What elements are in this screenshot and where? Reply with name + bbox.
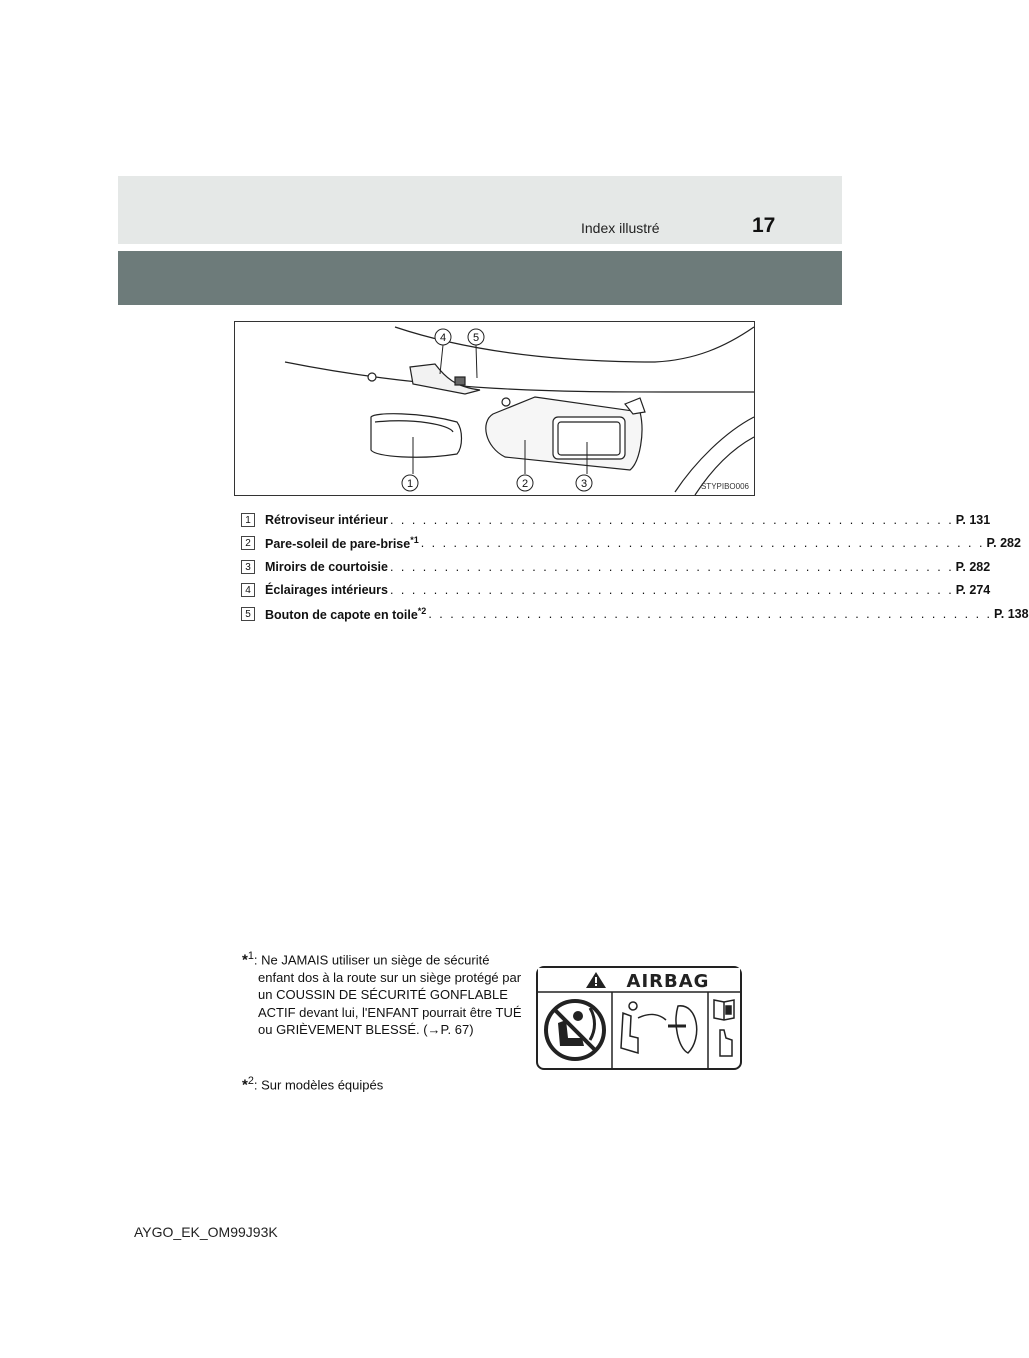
- interior-illustration: [234, 321, 755, 496]
- page-reference: P. 274: [955, 583, 991, 598]
- page-reference: P. 282: [986, 536, 1021, 551]
- footnote-marker: *2: [417, 605, 427, 616]
- legend-item: [241, 579, 991, 603]
- callout-5: 5: [472, 332, 480, 344]
- callout-2: 2: [521, 478, 529, 490]
- legend-label: Pare-soleil de pare-brise$^{*1}$: [265, 535, 419, 552]
- airbag-deploy-icon: [621, 1002, 697, 1053]
- callout-3: 3: [580, 478, 588, 490]
- footnote-1: [242, 948, 532, 1039]
- leader-dots: . . . . . . . . . . . . . . . . . . . . . . . . . . . . . . . . . . . . . . . . . . . . . . . . . . . .: [389, 512, 954, 527]
- footnote-marker: *1: [410, 535, 419, 546]
- legend-item: [241, 508, 991, 532]
- legend-list: [241, 508, 1029, 626]
- manual-reference-icon: [714, 1000, 734, 1056]
- page-number: 17: [752, 214, 776, 237]
- airbag-warning-label: [536, 966, 742, 1070]
- leader-dots: . . . . . . . . . . . . . . . . . . . . . . . . . . . . . . . . . . . . . . . . . . . . . . . . . . . .: [389, 583, 954, 598]
- legend-item: [241, 602, 1029, 626]
- page-reference: P. 282: [955, 559, 991, 574]
- leader-dots: . . . . . . . . . . . . . . . . . . . . . . . . . . . . . . . . . . . . . . . . . . . . . . . . . . . .: [420, 536, 985, 551]
- legend-label: Bouton de capote en toile$^{*2}$: [265, 605, 427, 622]
- no-rear-facing-seat-icon: [546, 1001, 604, 1059]
- legend-number: 1: [241, 513, 255, 527]
- footnote-2: [242, 1075, 383, 1093]
- footnote-star: *: [242, 1076, 248, 1094]
- legend-number: 3: [241, 560, 255, 574]
- footnote-star: *: [242, 951, 248, 969]
- legend-label: Rétroviseur intérieur: [265, 512, 388, 527]
- legend-label: Miroirs de courtoisie: [265, 559, 388, 574]
- footnote-text: : Sur modèles équipés: [253, 1077, 384, 1093]
- leader-dots: . . . . . . . . . . . . . . . . . . . . . . . . . . . . . . . . . . . . . . . . . . . . . . . . . . . .: [428, 606, 993, 621]
- callout-1: 1: [406, 478, 414, 490]
- document-code: AYGO_EK_OM99J93K: [134, 1224, 278, 1240]
- footnote-body: enfant dos à la route sur un siège protégé par un COUSSIN DE SÉCURITÉ GONFLABLE ACTIF devant lui, l'ENFANT pourrait être TUÉ ou GRIÈVEMENT BLESSÉ. (→P. 67): [258, 969, 522, 1038]
- airbag-title: AIRBAG: [626, 971, 710, 992]
- legend-item: [241, 555, 991, 579]
- legend-label: Éclairages intérieurs: [265, 583, 388, 598]
- header-band: [118, 176, 842, 244]
- page-reference: P. 131: [955, 512, 991, 527]
- footnote-number: 2: [247, 1075, 254, 1087]
- figure-code: STYPIBO006: [700, 482, 749, 491]
- legend-number: 2: [241, 536, 255, 550]
- header-bar: [118, 251, 842, 305]
- page-reference: P. 138: [994, 606, 1029, 621]
- legend-number: 4: [241, 583, 255, 597]
- section-title: Index illustré: [581, 220, 660, 236]
- footnote-text: : Ne JAMAIS utiliser un siège de sécurité: [253, 952, 490, 968]
- callout-4: 4: [439, 332, 447, 344]
- legend-number: 5: [241, 607, 255, 621]
- footnote-number: 1: [247, 950, 254, 962]
- leader-dots: . . . . . . . . . . . . . . . . . . . . . . . . . . . . . . . . . . . . . . . . . . . . . . . . . . . .: [389, 559, 954, 574]
- legend-item: [241, 532, 1021, 556]
